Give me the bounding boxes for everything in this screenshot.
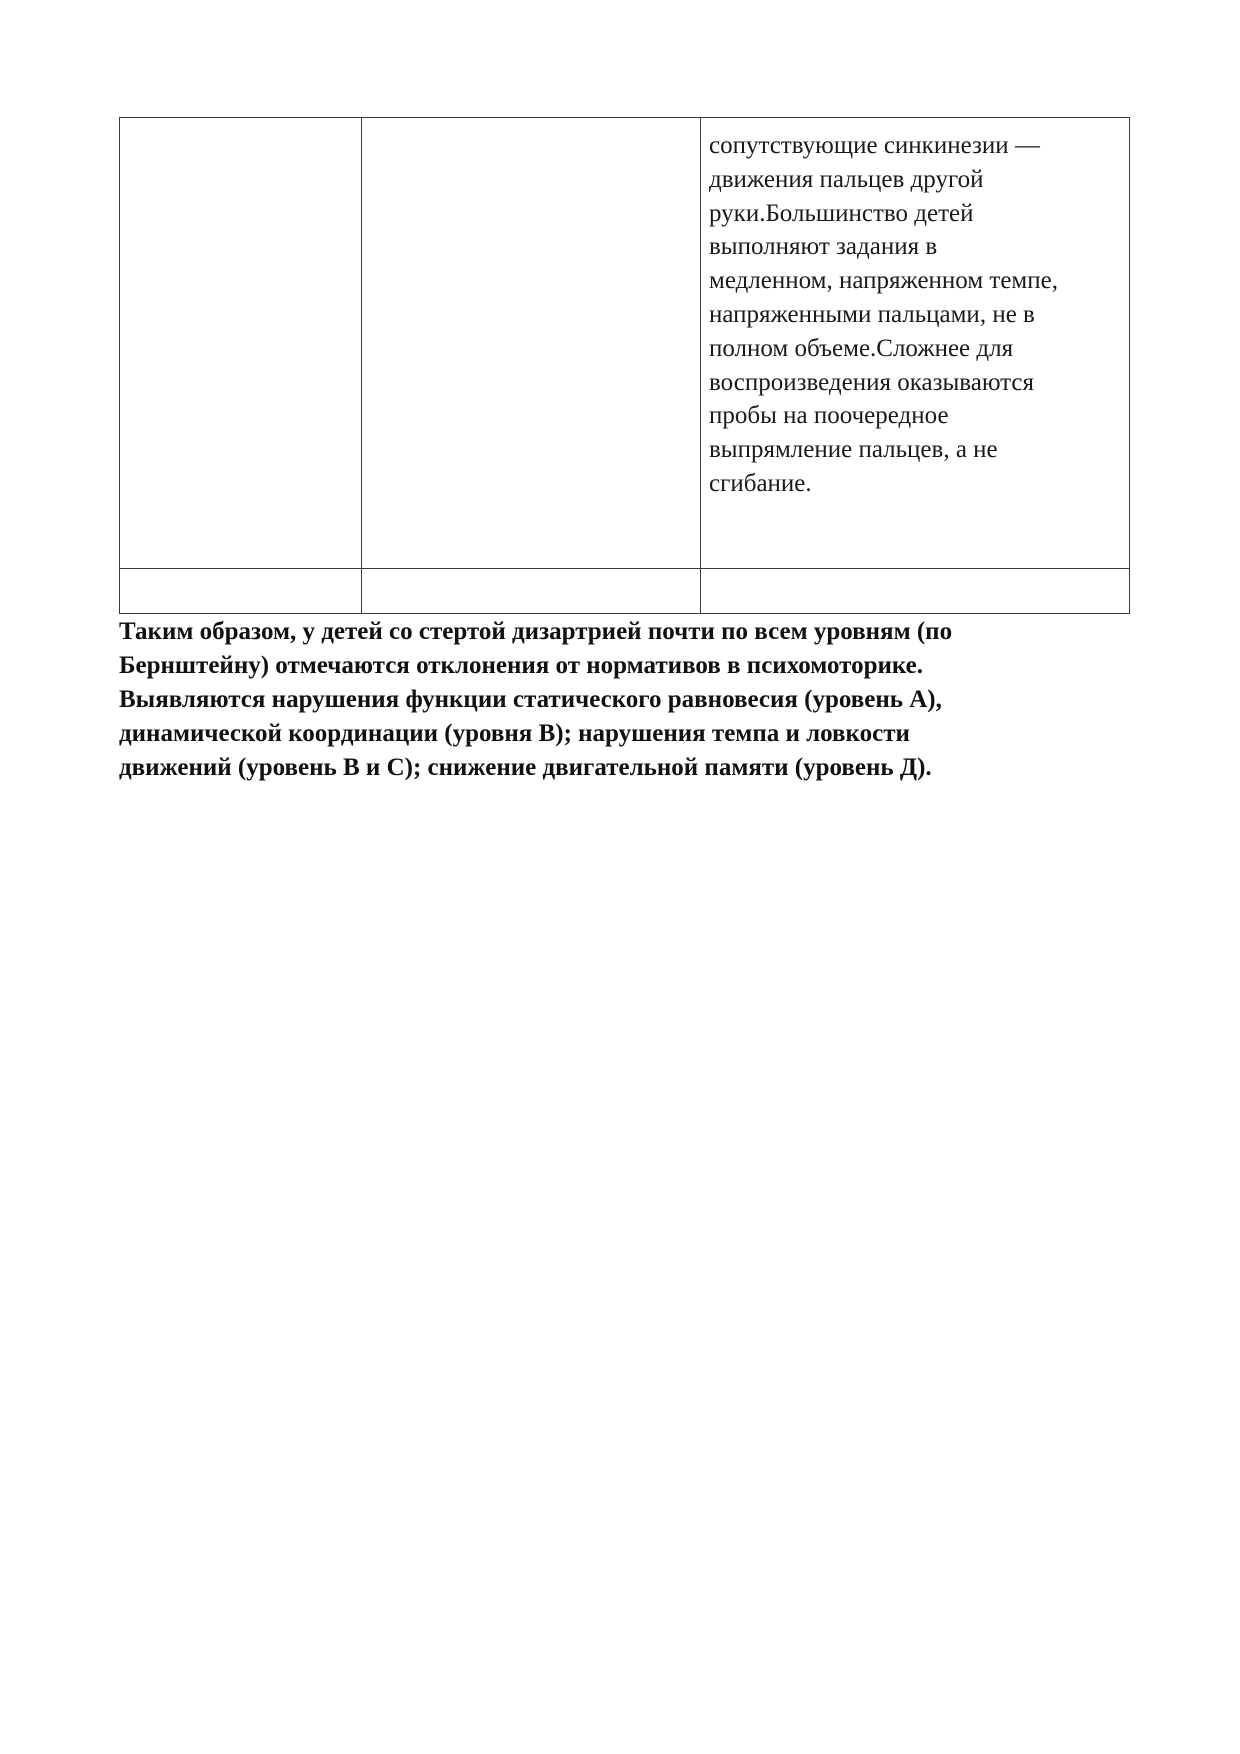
results-table [119, 117, 1130, 614]
cell-text [701, 569, 1129, 580]
table-cell [362, 569, 701, 614]
conclusion-paragraph: Таким образом, у детей со стертой дизартрией почти по всем уровням (по Бернштейну) отмечаются отклонения от нормативов в психомоторике. Выявляются нарушения функции статического равновесия (уровень А), динамической координации (уровня В); нарушения темпа и ловкости движений (уровень В и С); снижение двигательной памяти (уровень Д). [119, 618, 953, 781]
table-cell [120, 118, 362, 569]
cell-text [362, 118, 700, 129]
table-cell [362, 118, 701, 569]
table-cell [701, 118, 1130, 569]
cell-text [362, 569, 700, 580]
cell-text: сопутствующие синкинезии — движения пальцев другой руки.Большинство детей выполняют задания в медленном, напряженном темпе, напряженными пальцами, не в полном объеме.Сложнее для воспроизведения оказываются пробы на поочередное выпрямление пальцев, а не сгибание. [709, 132, 1058, 497]
cell-text [120, 118, 361, 129]
table-cell [120, 569, 362, 614]
table-row [120, 118, 1130, 569]
cell-text [120, 569, 361, 580]
table-cell [701, 569, 1130, 614]
table-row [120, 569, 1130, 614]
